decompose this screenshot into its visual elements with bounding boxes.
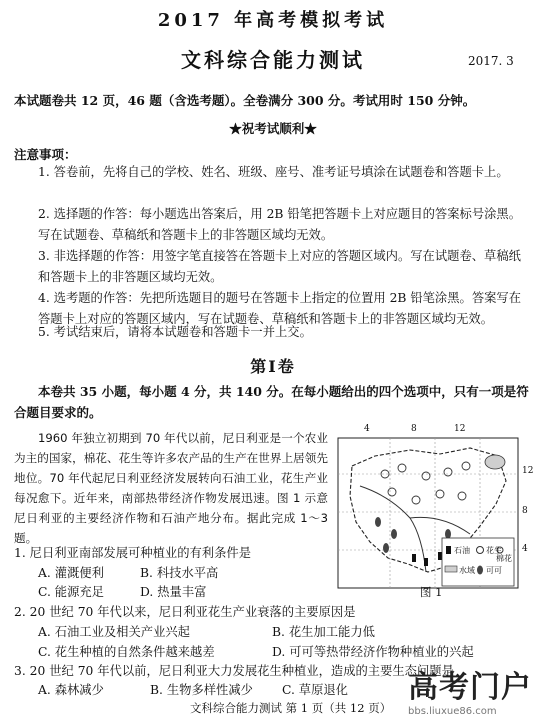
section-intro-text: 本卷共 35 小题，每小题 4 分，共 140 分。在每小题给出的四个选项中，只有一项是符合题目要求的。 [14, 384, 529, 420]
legend-cocoa: 可可 [486, 566, 502, 575]
q2-option-a[interactable]: A. 石油工业及相关产业兴起 [38, 625, 190, 639]
passage-text: 1960 年独立初期到 70 年代以前，尼日利亚是一个农业为主的国家，棉花、花生等许多农产品的生产在世界上居领先地位。70 年代起尼日利亚经济发展转向石油工业，花生产业每况愈下。近年来，南部热带经济作物发展迅速。图 1 示意尼日利亚的主要经济作物和石油产地分布。据此完成 1～3 题。 [14, 431, 328, 545]
tick-top-3: 12 [454, 424, 466, 434]
q2-option-c[interactable]: C. 花生种植的自然条件越来越差 [38, 645, 215, 659]
legend-oil: 石油 [454, 546, 470, 555]
tick-top-1: 4 [364, 424, 370, 434]
q2-option-b[interactable]: B. 花生加工能力低 [272, 625, 375, 639]
note-text-5: 5. 考试结束后，请将本试题卷和答题卡一并上交。 [38, 325, 312, 339]
q3-option-b[interactable]: B. 生物多样性减少 [150, 683, 253, 697]
tick-right-2: 8 [522, 506, 528, 516]
note-item [14, 322, 532, 343]
watermark-url: bbs.liuxue86.com [408, 706, 497, 717]
watermark-logo: 高考门户 [408, 670, 532, 705]
figure-caption: 图 1 [420, 585, 443, 599]
part-title: 第Ⅰ卷 [250, 357, 296, 376]
question-3: 3. 20 世纪 70 年代以前，尼日利亚大力发展花生种植业，造成的主要生态问题是 [14, 664, 454, 678]
legend-peanut: 花生 [486, 546, 502, 555]
q1-option-d[interactable]: D. 热量丰富 [140, 585, 207, 599]
tick-right-3: 4 [522, 544, 528, 554]
page-footer: 文科综合能力测试 第 1 页（共 12 页） [190, 701, 392, 715]
figure-map [330, 426, 534, 596]
legend-water: 水域 [459, 566, 475, 575]
tick-right-1: 12 [522, 466, 534, 476]
note-text-4: 4. 选考题的作答：先把所选题目的题号在答题卡上指定的位置用 2B 铅笔涂黑。答案写在答题卡上对应的答题区域内，写在试题卷、草稿纸和答题卡上的非答题区域均无效。 [38, 291, 522, 326]
q3-option-a[interactable]: A. 森林减少 [38, 683, 104, 697]
site-watermark [408, 662, 532, 717]
exam-title: 2017 年高考模拟考试 [157, 10, 389, 31]
q1-option-a[interactable]: A. 灌溉便利 [38, 566, 104, 580]
tick-top-2: 8 [411, 424, 417, 434]
q1-option-c[interactable]: C. 能源充足 [38, 585, 104, 599]
section-intro [14, 381, 532, 423]
nigeria-map [330, 426, 534, 596]
question-2: 2. 20 世纪 70 年代以来，尼日利亚花生产业衰落的主要原因是 [14, 605, 356, 619]
q2-option-d[interactable]: D. 可可等热带经济作物种植业的兴起 [272, 645, 474, 659]
note-item [14, 204, 532, 246]
legend-cotton: 棉花 [496, 554, 512, 563]
note-item [14, 246, 532, 288]
q1-option-b[interactable]: B. 科技水平高 [140, 566, 219, 580]
question-1: 1. 尼日利亚南部发展可种植业的有利条件是 [14, 546, 251, 560]
note-text-2: 2. 选择题的作答：每小题选出答案后，用 2B 铅笔把答题卡上对应题目的答案标号涂黑。写在试题卷、草稿纸和答题卡上的非答题区域均无效。 [38, 207, 522, 242]
exam-intro: 本试题卷共 12 页，46 题（含选考题）。全卷满分 300 分。考试用时 150 分钟。 [14, 93, 476, 108]
q3-option-c[interactable]: C. 草原退化 [282, 683, 348, 697]
paper-title: 文科综合能力测试 [181, 48, 365, 72]
good-luck-banner: ★祝考试顺利★ [229, 121, 317, 136]
note-item [14, 162, 532, 183]
exam-date: 2017. 3 [468, 54, 514, 68]
note-text-1: 1. 答卷前，先将自己的学校、姓名、班级、座号、准考证号填涂在试题卷和答题卡上。 [38, 165, 509, 179]
notes-heading: 注意事项： [14, 147, 77, 162]
note-text-3: 3. 非选择题的作答：用签字笔直接答在答题卡上对应的答题区域内。写在试题卷、草稿纸和答题卡上的非答题区域均无效。 [38, 249, 521, 284]
reading-passage [14, 428, 328, 548]
